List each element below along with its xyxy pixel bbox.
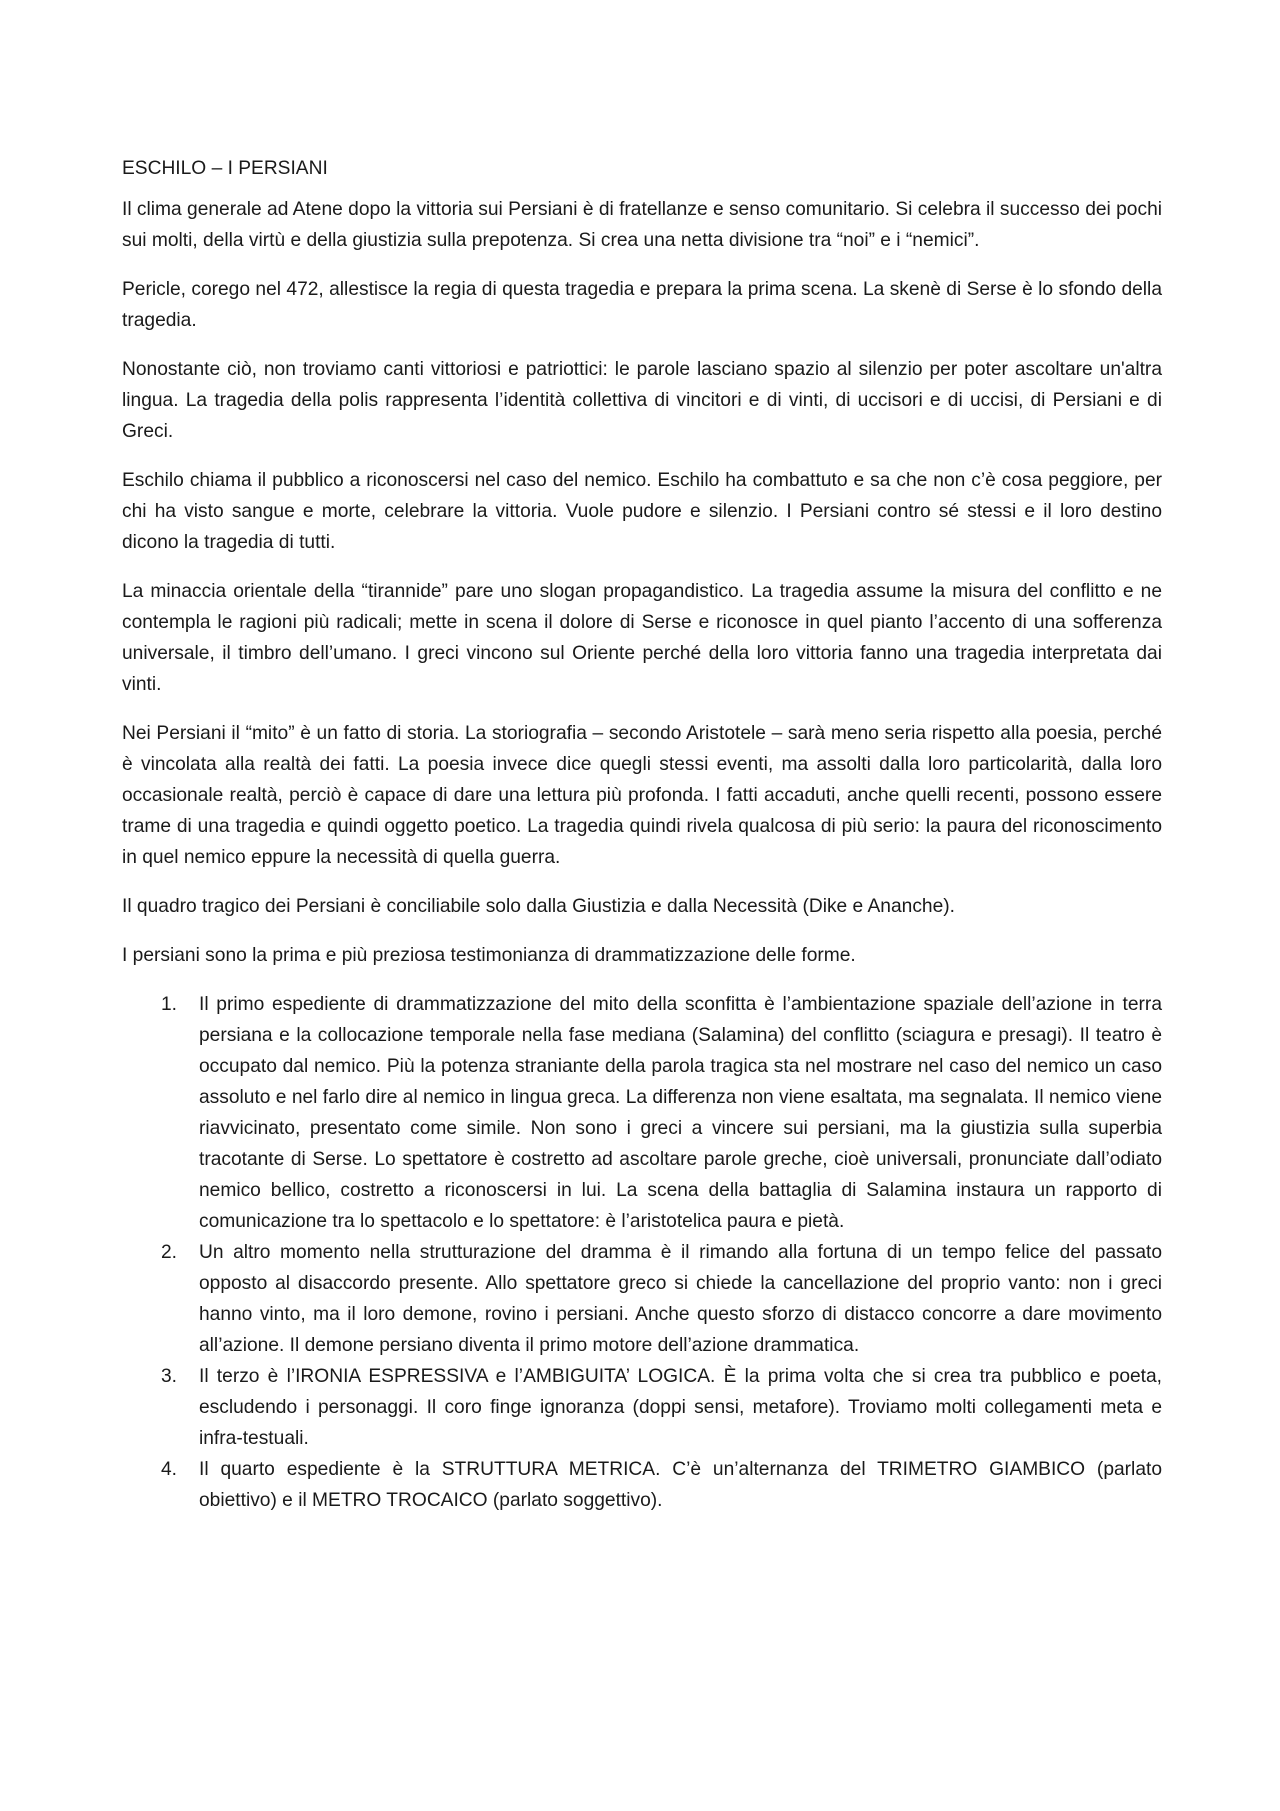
document-title: ESCHILO – I PERSIANI (122, 158, 328, 179)
paragraph: Nonostante ciò, non troviamo canti vittoriosi e patriottici: le parole lasciano spazio al silenzio per poter ascoltare un'altra lingua. La tragedia della polis rappresenta l’identità collettiva di vincitori e di vinti, di uccisori e di uccisi, di Persiani e di Greci. (122, 359, 1162, 442)
list-item (122, 1454, 1162, 1516)
document-body (122, 153, 1162, 1516)
paragraph: Il quadro tragico dei Persiani è conciliabile solo dalla Giustizia e dalla Necessità (Dike e Ananche). (122, 896, 955, 917)
list-item-text: Il terzo è l’IRONIA ESPRESSIVA e l’AMBIGUITA’ LOGICA. È la prima volta che si crea tra pubblico e poeta, escludendo i personaggi. Il coro finge ignoranza (doppi sensi, metafore). Troviamo molti collegamenti meta e infra-testuali. (199, 1366, 1162, 1449)
list-item (122, 989, 1162, 1237)
list-item-text: Il quarto espediente è la STRUTTURA METRICA. C’è un’alternanza del TRIMETRO GIAMBICO (parlato obiettivo) e il METRO TROCAICO (parlato soggettivo). (199, 1459, 1162, 1511)
list-item-text: Il primo espediente di drammatizzazione del mito della sconfitta è l’ambientazione spaziale dell’azione in terra persiana e la collocazione temporale nella fase mediana (Salamina) del conflitto (sciagura e presagi). Il teatro è occupato dal nemico. Più la potenza straniante della parola tragica sta nel mostrare nel caso del nemico un caso assoluto e nel farlo dire al nemico in lingua greca. La differenza non viene esaltata, ma segnalata. Il nemico viene riavvicinato, presentato come simile. Non sono i greci a vincere sui persiani, ma la giustizia sulla superbia tracotante di Serse. Lo spettatore è costretto ad ascoltare parole greche, cioè universali, pronunciate dall’odiato nemico bellico, costretto a riconoscersi in lui. La scena della battaglia di Salamina instaura un rapporto di comunicazione tra lo spettacolo e lo spettatore: è l’aristotelica paura e pietà. (199, 994, 1162, 1232)
list-item-number: 1. (161, 994, 178, 1015)
paragraph: Il clima generale ad Atene dopo la vittoria sui Persiani è di fratellanze e senso comunitario. Si celebra il successo dei pochi sui molti, della virtù e della giustizia sulla prepotenza. Si crea una netta divisione tra “noi” e i “nemici”. (122, 199, 1162, 251)
paragraph: La minaccia orientale della “tirannide” pare uno slogan propagandistico. La tragedia assume la misura del conflitto e ne contempla le ragioni più radicali; mette in scena il dolore di Serse e riconosce in quel pianto l’accento di una sofferenza universale, il timbro dell’umano. I greci vincono sul Oriente perché della loro vittoria fanno una tragedia interpretata dai vinti. (122, 581, 1162, 695)
list-item-text: Un altro momento nella strutturazione del dramma è il rimando alla fortuna di un tempo felice del passato opposto al disaccordo presente. Allo spettatore greco si chiede la cancellazione del proprio vanto: non i greci hanno vinto, ma il loro demone, rovino i persiani. Anche questo sforzo di distacco concorre a dare movimento all’azione. Il demone persiano diventa il primo motore dell’azione drammatica. (199, 1242, 1162, 1356)
paragraph: Eschilo chiama il pubblico a riconoscersi nel caso del nemico. Eschilo ha combattuto e sa che non c’è cosa peggiore, per chi ha visto sangue e morte, celebrare la vittoria. Vuole pudore e silenzio. I Persiani contro sé stessi e il loro destino dicono la tragedia di tutti. (122, 470, 1162, 553)
list-item-number: 3. (161, 1366, 178, 1387)
list-item (122, 1237, 1162, 1361)
numbered-list (122, 989, 1162, 1516)
list-item-number: 4. (161, 1459, 178, 1480)
list-item (122, 1361, 1162, 1454)
list-item-number: 2. (161, 1242, 178, 1263)
paragraph: Pericle, corego nel 472, allestisce la regia di questa tragedia e prepara la prima scena. La skenè di Serse è lo sfondo della tragedia. (122, 279, 1162, 331)
paragraph: I persiani sono la prima e più preziosa testimonianza di drammatizzazione delle forme. (122, 945, 856, 966)
paragraph: Nei Persiani il “mito” è un fatto di storia. La storiografia – secondo Aristotele – sarà meno seria rispetto alla poesia, perché è vincolata alla realtà dei fatti. La poesia invece dice quegli stessi eventi, ma assolti dalla loro particolarità, dalla loro occasionale realtà, perciò è capace di dare una lettura più profonda. I fatti accaduti, anche quelli recenti, possono essere trame di una tragedia e quindi oggetto poetico. La tragedia quindi rivela qualcosa di più serio: la paura del riconoscimento in quel nemico eppure la necessità di quella guerra. (122, 723, 1162, 868)
